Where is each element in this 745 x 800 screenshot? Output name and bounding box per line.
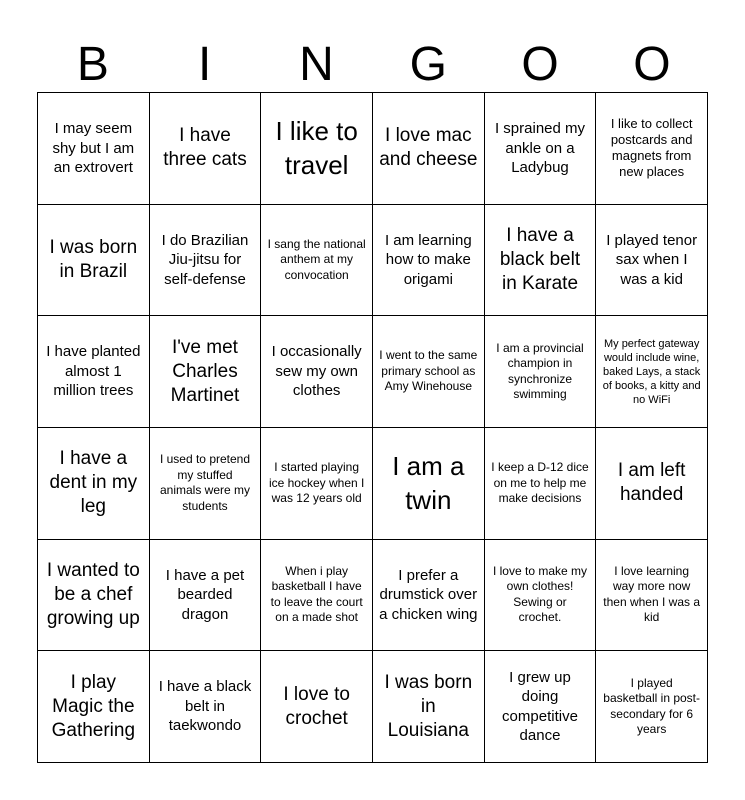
header-letter: G — [409, 38, 447, 91]
bingo-cell-text: I was born in Brazil — [49, 236, 138, 282]
bingo-cell-text: I started playing ice hockey when I was 12 years old — [268, 460, 365, 506]
bingo-cell-text: I like to collect postcards and magnets from new places — [610, 116, 693, 180]
bingo-cell[interactable] — [485, 540, 597, 652]
bingo-cell-text: I am learning how to make origami — [384, 231, 472, 288]
bingo-cell[interactable] — [150, 428, 262, 540]
bingo-cell-text: I am a provincial champion in synchronize swimming — [496, 340, 584, 402]
header-letter: I — [198, 38, 212, 91]
bingo-cell-text: When i play basketball I have to leave the court on a made shot — [270, 563, 363, 625]
bingo-cell[interactable] — [261, 651, 373, 763]
bingo-cell[interactable] — [596, 205, 708, 317]
bingo-cell[interactable] — [261, 540, 373, 652]
bingo-cell-text: I am a twin — [392, 451, 465, 516]
bingo-cell[interactable] — [150, 651, 262, 763]
bingo-cell-text: I have a black belt in Karate — [499, 224, 581, 294]
bingo-cell-text: I do Brazilian Jiu-jitsu for self-defense — [161, 231, 249, 288]
bingo-cell-text: My perfect gateway would include wine, baked Lays, a stack of books, a kitty and no WiFi — [602, 337, 701, 406]
bingo-cell[interactable] — [261, 205, 373, 317]
bingo-cell[interactable] — [596, 316, 708, 428]
bingo-cell[interactable] — [373, 205, 485, 317]
bingo-cell-text: I wanted to be a chef growing up — [46, 559, 140, 629]
bingo-cell-text: I have planted almost 1 million trees — [46, 343, 141, 400]
bingo-cell[interactable] — [38, 205, 150, 317]
bingo-cell-text: I love to crochet — [283, 683, 350, 729]
bingo-grid — [37, 92, 708, 763]
bingo-cell[interactable] — [373, 93, 485, 205]
bingo-cell-text: I love mac and cheese — [379, 125, 478, 171]
bingo-header — [37, 36, 708, 92]
bingo-cell-text: I used to pretend my stuffed animals were my students — [159, 452, 251, 513]
header-letter: O — [521, 38, 559, 91]
bingo-cell-text: I love to make my own clothes! Sewing or crochet. — [492, 563, 587, 625]
bingo-cell[interactable] — [38, 540, 150, 652]
bingo-cell-text: I sang the national anthem at my convocation — [267, 236, 366, 282]
header-letter: B — [76, 38, 109, 91]
bingo-cell[interactable] — [38, 428, 150, 540]
bingo-cell[interactable] — [261, 316, 373, 428]
bingo-cell-text: I sprained my ankle on a Ladybug — [494, 120, 586, 177]
bingo-cell[interactable] — [261, 428, 373, 540]
bingo-cell[interactable] — [485, 651, 597, 763]
bingo-cell-text: I have a black belt in taekwondo — [158, 678, 252, 735]
bingo-cell-text: I may seem shy but I am an extrovert — [52, 120, 135, 177]
bingo-cell-text: I have three cats — [163, 125, 247, 171]
bingo-cell[interactable] — [38, 316, 150, 428]
bingo-cell[interactable] — [485, 316, 597, 428]
bingo-cell-text: I occasionally sew my own clothes — [271, 343, 362, 400]
bingo-cell-text: I love learning way more now then when I was a kid — [603, 563, 701, 625]
bingo-cell[interactable] — [485, 428, 597, 540]
header-letter: N — [299, 38, 334, 91]
bingo-cell[interactable] — [373, 540, 485, 652]
bingo-cell[interactable] — [150, 93, 262, 205]
bingo-cell-text: I keep a D-12 dice on me to help me make decisions — [491, 460, 589, 506]
header-letter: O — [633, 38, 671, 91]
bingo-cell[interactable] — [261, 93, 373, 205]
bingo-cell-text: I have a pet bearded dragon — [165, 566, 245, 623]
bingo-cell[interactable] — [38, 651, 150, 763]
bingo-cell[interactable] — [596, 93, 708, 205]
bingo-cell-text: I was born in Louisiana — [384, 671, 473, 741]
bingo-cell[interactable] — [373, 651, 485, 763]
bingo-cell-text: I grew up doing competitive dance — [502, 668, 578, 745]
bingo-cell[interactable] — [373, 316, 485, 428]
bingo-cell-text: I played basketball in post-secondary for 6 years — [603, 675, 701, 737]
bingo-cell-text: I have a dent in my leg — [49, 448, 138, 518]
bingo-cell[interactable] — [596, 428, 708, 540]
bingo-cell[interactable] — [596, 651, 708, 763]
bingo-cell-text: I play Magic the Gathering — [51, 671, 136, 741]
bingo-cell-text: I am left handed — [617, 460, 686, 506]
bingo-cell[interactable] — [150, 205, 262, 317]
bingo-cell-text: I like to travel — [275, 116, 358, 181]
bingo-cell[interactable] — [150, 316, 262, 428]
bingo-cell[interactable] — [373, 428, 485, 540]
bingo-cell[interactable] — [38, 93, 150, 205]
bingo-cell[interactable] — [485, 205, 597, 317]
bingo-cell-text: I played tenor sax when I was a kid — [606, 231, 698, 288]
bingo-cell-text: I went to the same primary school as Amy Winehouse — [379, 348, 478, 394]
bingo-cell[interactable] — [150, 540, 262, 652]
bingo-cell[interactable] — [485, 93, 597, 205]
bingo-cell-text: I've met Charles Martinet — [170, 336, 240, 406]
bingo-cell-text: I prefer a drumstick over a chicken wing — [379, 566, 478, 623]
bingo-cell[interactable] — [596, 540, 708, 652]
